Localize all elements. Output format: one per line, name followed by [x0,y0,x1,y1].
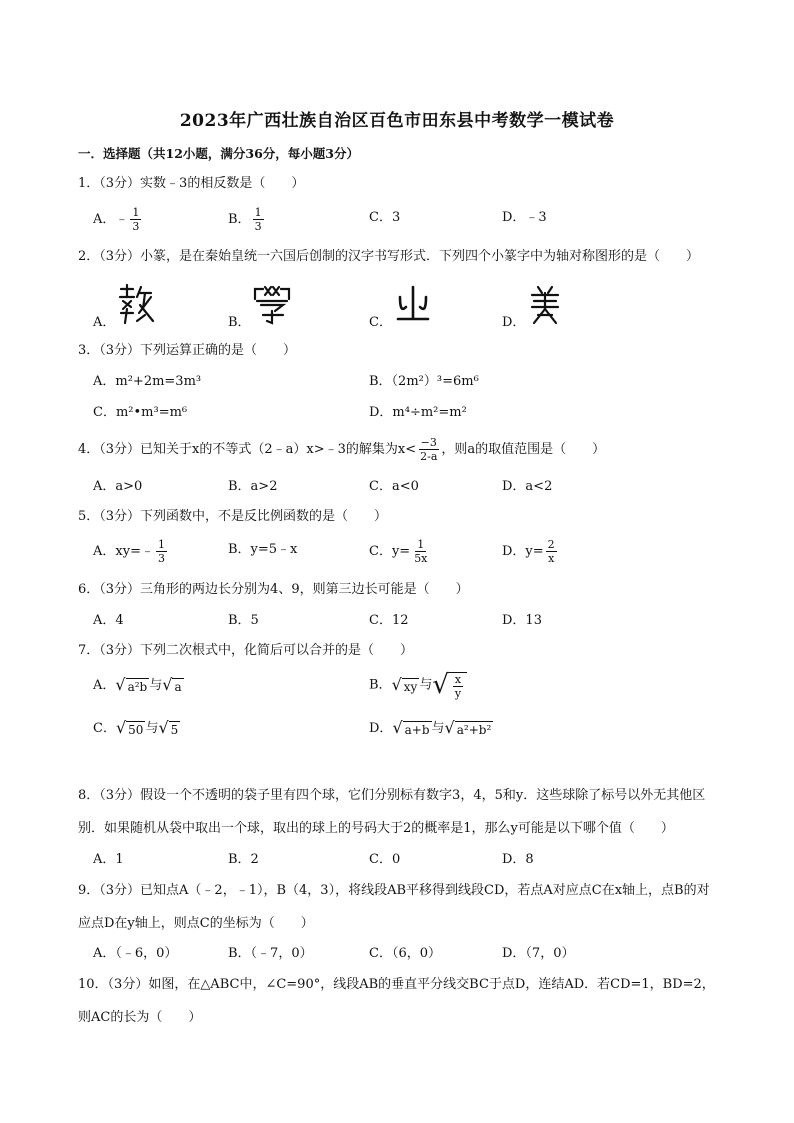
q8-option-b: B．2 [228,852,259,867]
fraction: $\frac{1}{3}$ [254,206,262,233]
q8-option-c: C．0 [369,852,401,867]
fraction: $\frac{1}{3}$ [132,206,140,233]
q5-option-d: D．y= $\frac{2}{x}$ [502,538,555,565]
q2-option-d: D． [502,315,526,330]
q5-option-c: C．y= $\frac{1}{5x}$ [369,538,428,565]
page-title: 2023年广西壮族自治区百色市田东县中考数学一模试卷 [179,111,615,131]
q3-option-a: A．m²+2m=3m³ [93,374,202,389]
question-7: 7．（3分）下列二次根式中，化简后可以合并的是（ ） [78,643,414,658]
q3-option-c: C．m²•m³=m⁶ [93,405,188,420]
q4-option-c: C．a<0 [369,479,419,494]
fraction: $\frac{-3}{2-a}$ [420,436,438,463]
q4-option-a: A．a>0 [93,479,143,494]
q1-option-a: A．﹣ $\frac{1}{3}$ [93,206,140,233]
question-4: 4．（3分）已知关于x的不等式（2﹣a）x>﹣3的解集为x< $\frac{-3}{2-a}$ ，则a的取值范围是（ ） [78,436,606,463]
q3-option-d: D．m⁴÷m²=m² [369,405,467,420]
question-8: 8．（3分）假设一个不透明的袋子里有四个球，它们分别标有数字3，4，5和y．这些球除了标号以外无其他区别．如果随机从袋中取出一个球，取出的球上的号码大于2的概率是1，那么y可能是以下哪个值（ ） [78,788,706,836]
seal-script-sheng-image [392,283,434,325]
seal-script-xue-image [251,283,293,325]
square-root: √ xy [391,674,418,694]
q8-option-d: D．8 [502,852,534,867]
square-root: √ 50 [115,718,144,737]
q2-option-b: B． [228,315,251,330]
question-6: 6．（3分）三角形的两边长分别为4、9，则第三边长可能是（ ） [78,582,469,597]
question-2: 2．（3分）小篆，是在秦始皇统一六国后创制的汉字书写形式．下列四个小篆字中为轴对称图形的是（ ） [78,249,700,264]
q2-option-c: C． [369,315,392,330]
fraction: $\frac{x}{y}$ [454,673,462,700]
question-5: 5．（3分）下列函数中，不是反比例函数的是（ ） [78,509,388,524]
square-root: √ 5 [158,718,179,737]
q7-option-b: B． √ xy 与 √ $\frac{x}{y}$ [369,670,467,700]
q5-option-a: A．xy=﹣ $\frac{1}{3}$ [93,538,165,565]
q8-option-a: A．1 [93,852,124,867]
question-3: 3．（3分）下列运算正确的是（ ） [78,343,297,358]
question-9: 9．（3分）已知点A（﹣2，﹣1），B（4，3），将线段AB平移得到线段CD，若点A对应点C在x轴上，点B的对应点D在y轴上，则点C的坐标为（ ） [78,883,710,931]
q5-option-b: B．y=5﹣x [228,542,298,557]
square-root: √ a²b [115,675,148,694]
square-root: √ a+b [392,718,430,737]
q9-option-c: C．（6，0） [369,946,441,961]
q9-option-d: D．（7，0） [502,946,575,961]
q6-option-c: C．12 [369,613,409,628]
square-root: √ $\frac{x}{y}$ [432,670,467,700]
question-10: 10．（3分）如图，在△ABC中，∠C=90°，线段AB的垂直平分线交BC于点D，连结AD．若CD=1，BD=2，则AC的长为（ ） [78,977,715,1025]
q9-option-a: A．（﹣6，0） [93,946,178,961]
q7-option-a: A． √ a²b 与 √ a [93,675,182,694]
q1-option-b: B． $\frac{1}{3}$ [228,206,262,233]
square-root: √ a²+b² [444,718,492,737]
q9-option-b: B．（﹣7，0） [228,946,313,961]
q4-option-d: D．a<2 [502,479,553,494]
q2-option-a: A． [93,315,116,330]
q6-option-d: D．13 [502,613,542,628]
q7-option-c: C． √ 50 与 √ 5 [93,718,179,737]
q1-option-c: C．3 [369,210,401,225]
question-1: 1．（3分）实数﹣3的相反数是（ ） [78,176,305,191]
q6-option-a: A．4 [93,613,124,628]
q3-option-b: B．（2m²）³=6m⁶ [369,374,479,389]
seal-script-mei-image [524,283,566,325]
fraction: $\frac{2}{x}$ [547,538,555,565]
q1-option-d: D．﹣3 [502,210,547,225]
section-heading: 一．选择题（共12小题，满分36分，每小题3分） [78,146,359,161]
square-root: √ a [162,675,182,694]
seal-script-shu-image [115,283,157,325]
q6-option-b: B．5 [228,613,259,628]
fraction: $\frac{1}{3}$ [157,538,165,565]
q4-option-b: B．a>2 [228,479,278,494]
fraction: $\frac{1}{5x}$ [414,538,428,565]
q7-option-d: D． √ a+b 与 √ a²+b² [369,718,492,737]
